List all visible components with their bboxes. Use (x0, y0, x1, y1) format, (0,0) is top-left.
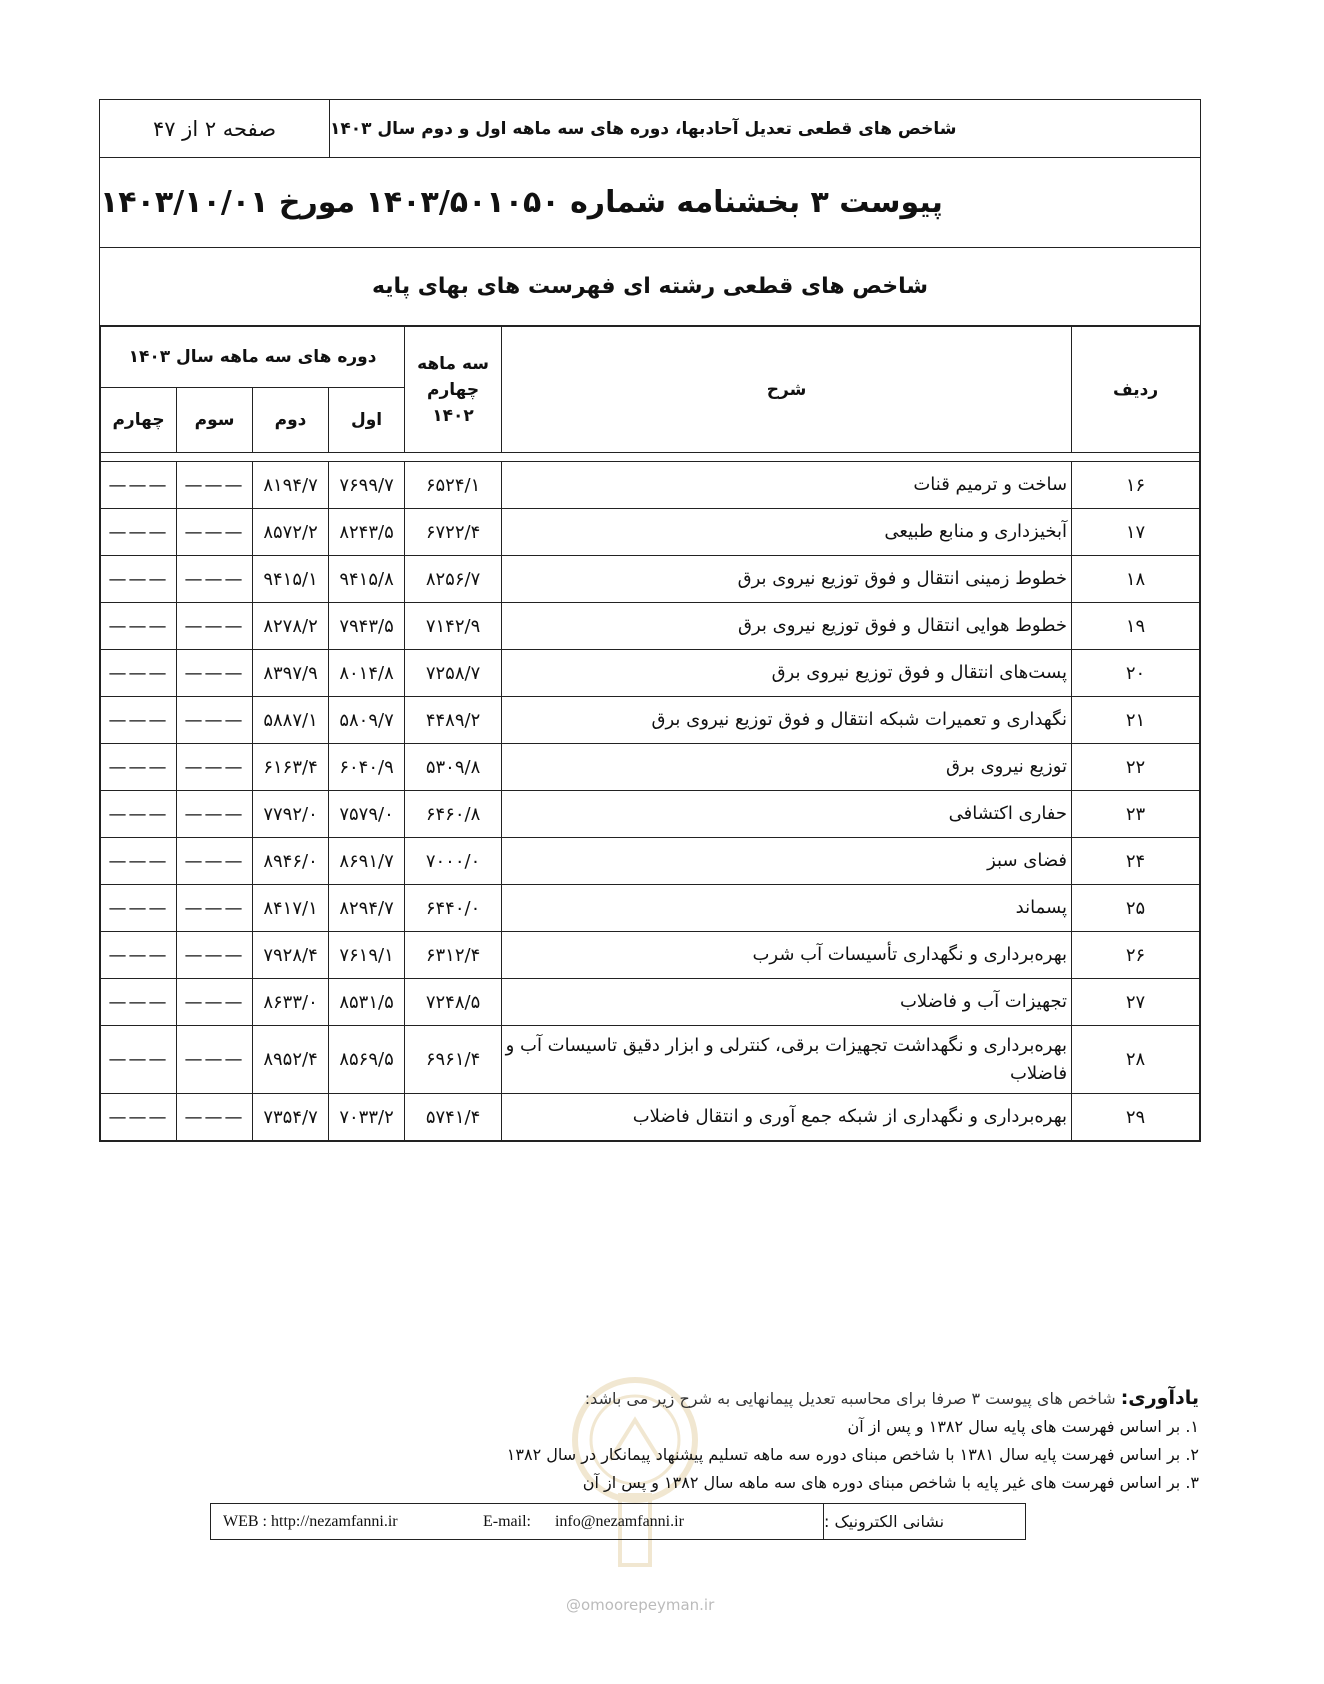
q4-cell: ——— (101, 885, 177, 932)
email-link[interactable]: info@nezamfanni.ir (554, 1512, 684, 1530)
q3-cell: ——— (177, 556, 253, 603)
q1-cell: ۷۶۹۹/۷ (329, 462, 405, 509)
q3-cell: ——— (177, 650, 253, 697)
prev-quarter-cell: ۷۲۵۸/۷ (405, 650, 502, 697)
q3-cell: ——— (177, 509, 253, 556)
table-row (101, 1026, 1200, 1094)
row-number-cell: ۱۷ (1072, 509, 1200, 556)
row-number-cell: ۲۳ (1072, 791, 1200, 838)
note-item: ۱. بر اساس فهرست های پایه سال ۱۳۸۲ و پس از آن (847, 1417, 1199, 1436)
header-prev-quarter: سه ماهه چهارم ۱۴۰۲ (405, 327, 502, 453)
contact-label: نشانی الکترونیک : (824, 1512, 945, 1531)
prev-quarter-cell: ۸۲۵۶/۷ (405, 556, 502, 603)
header-description: شرح (502, 327, 1072, 453)
notes-intro: شاخص های پیوست ۳ صرفا برای محاسبه تعدیل پیمانهایی به شرح زیر می باشد: (584, 1389, 1116, 1408)
q3-cell: ——— (177, 838, 253, 885)
q4-cell: ——— (101, 509, 177, 556)
row-number-cell: ۲۰ (1072, 650, 1200, 697)
header-quarter-group: دوره های سه ماهه سال ۱۴۰۳ (101, 327, 405, 388)
table-body (101, 453, 1200, 1141)
row-number-cell: ۲۹ (1072, 1094, 1200, 1141)
q2-cell: ۶۱۶۳/۴ (253, 744, 329, 791)
q1-cell: ۸۰۱۴/۸ (329, 650, 405, 697)
q1-cell: ۸۵۶۹/۵ (329, 1026, 405, 1094)
row-number-cell: ۱۹ (1072, 603, 1200, 650)
table-row (101, 1094, 1200, 1141)
description-cell: توزیع نیروی برق (502, 744, 1072, 791)
q3-cell: ——— (177, 885, 253, 932)
q2-cell: ۸۳۹۷/۹ (253, 650, 329, 697)
header-q2: دوم (253, 388, 329, 453)
note-item: ۲. بر اساس فهرست پایه سال ۱۳۸۱ با شاخص مبنای دوره سه ماهه تسلیم پیشنهاد پیمانکار در سال ۱۳۸۲ (506, 1445, 1199, 1464)
q3-cell: ——— (177, 1094, 253, 1141)
q2-cell: ۷۷۹۲/۰ (253, 791, 329, 838)
table-row (101, 603, 1200, 650)
description-cell: آبخیزداری و منابع طبیعی (502, 509, 1072, 556)
description-cell: حفاری اکتشافی (502, 791, 1072, 838)
prev-quarter-cell: ۶۷۲۲/۴ (405, 509, 502, 556)
description-cell: بهره‌برداری و نگهداشت تجهیزات برقی، کنترلی و ابزار دقیق تاسیسات آب و فاضلاب (502, 1026, 1072, 1094)
table-row (101, 697, 1200, 744)
q3-cell: ——— (177, 791, 253, 838)
table-row (101, 462, 1200, 509)
q2-cell: ۵۸۸۷/۱ (253, 697, 329, 744)
row-number-cell: ۲۷ (1072, 979, 1200, 1026)
prev-quarter-cell: ۶۴۴۰/۰ (405, 885, 502, 932)
q2-cell: ۷۳۵۴/۷ (253, 1094, 329, 1141)
notes-section (399, 1384, 1199, 1497)
table-row (101, 791, 1200, 838)
prev-quarter-cell: ۴۴۸۹/۲ (405, 697, 502, 744)
table-row (101, 979, 1200, 1026)
watermark-handle: @omoorepeyman.ir (566, 1596, 715, 1614)
q4-cell: ——— (101, 1094, 177, 1141)
row-number-cell: ۲۲ (1072, 744, 1200, 791)
q3-cell: ——— (177, 979, 253, 1026)
q2-cell: ۸۹۴۶/۰ (253, 838, 329, 885)
q3-cell: ——— (177, 462, 253, 509)
table-row (101, 838, 1200, 885)
q2-cell: ۷۹۲۸/۴ (253, 932, 329, 979)
prev-quarter-cell: ۶۳۱۲/۴ (405, 932, 502, 979)
row-number-cell: ۱۶ (1072, 462, 1200, 509)
q1-cell: ۷۰۳۳/۲ (329, 1094, 405, 1141)
table-row (101, 509, 1200, 556)
prev-quarter-cell: ۶۹۶۱/۴ (405, 1026, 502, 1094)
spacer-cell (101, 453, 1200, 462)
q1-cell: ۷۵۷۹/۰ (329, 791, 405, 838)
q4-cell: ——— (101, 1026, 177, 1094)
table-subtitle: شاخص های قطعی رشته ای فهرست های بهای پایه (100, 248, 1200, 326)
note-item: ۳. بر اساس فهرست های غیر پایه با شاخص مبنای دوره های سه ماهه سال ۱۳۸۲ و پس از آن (582, 1473, 1199, 1492)
q2-cell: ۸۴۱۷/۱ (253, 885, 329, 932)
prev-quarter-cell: ۷۲۴۸/۵ (405, 979, 502, 1026)
q4-cell: ——— (101, 650, 177, 697)
q4-cell: ——— (101, 744, 177, 791)
description-cell: پسماند (502, 885, 1072, 932)
notes-lead: یادآوری: (1120, 1387, 1199, 1409)
q4-cell: ——— (101, 932, 177, 979)
prev-quarter-cell: ۶۴۶۰/۸ (405, 791, 502, 838)
header-radif: ردیف (1072, 327, 1200, 453)
header-q4: چهارم (101, 388, 177, 453)
table-row (101, 556, 1200, 603)
q1-cell: ۸۶۹۱/۷ (329, 838, 405, 885)
annex-title: پیوست ۳ بخشنامه شماره ۱۴۰۳/۵۰۱۰۵۰ مورخ ۱۴۰۳/۱۰/۰۱ (100, 158, 1200, 248)
description-cell: خطوط هوایی انتقال و فوق توزیع نیروی برق (502, 603, 1072, 650)
email-cell (483, 1504, 824, 1539)
description-cell: تجهیزات آب و فاضلاب (502, 979, 1072, 1026)
description-cell: بهره‌برداری و نگهداری از شبکه جمع آوری و انتقال فاضلاب (502, 1094, 1072, 1141)
q1-cell: ۸۵۳۱/۵ (329, 979, 405, 1026)
q1-cell: ۹۴۱۵/۸ (329, 556, 405, 603)
q2-cell: ۸۹۵۲/۴ (253, 1026, 329, 1094)
q3-cell: ——— (177, 697, 253, 744)
description-cell: نگهداری و تعمیرات شبکه انتقال و فوق توزیع نیروی برق (502, 697, 1072, 744)
q4-cell: ——— (101, 791, 177, 838)
header-q1: اول (329, 388, 405, 453)
q1-cell: ۷۹۴۳/۵ (329, 603, 405, 650)
q4-cell: ——— (101, 979, 177, 1026)
q1-cell: ۸۲۴۳/۵ (329, 509, 405, 556)
q1-cell: ۶۰۴۰/۹ (329, 744, 405, 791)
prev-quarter-cell: ۵۳۰۹/۸ (405, 744, 502, 791)
notes-intro-line (399, 1384, 1199, 1413)
row-number-cell: ۲۶ (1072, 932, 1200, 979)
table-row (101, 744, 1200, 791)
q4-cell: ——— (101, 603, 177, 650)
prev-quarter-cell: ۷۰۰۰/۰ (405, 838, 502, 885)
header-row (100, 100, 1200, 158)
q4-cell: ——— (101, 838, 177, 885)
description-cell: فضای سبز (502, 838, 1072, 885)
row-number-cell: ۲۴ (1072, 838, 1200, 885)
description-cell: خطوط زمینی انتقال و فوق توزیع نیروی برق (502, 556, 1072, 603)
q3-cell: ——— (177, 1026, 253, 1094)
row-number-cell: ۲۱ (1072, 697, 1200, 744)
document-title: شاخص های قطعی تعدیل آحادبها، دوره های سه ماهه اول و دوم سال ۱۴۰۳ (330, 118, 957, 139)
description-cell: بهره‌برداری و نگهداری تأسیسات آب شرب (502, 932, 1072, 979)
q2-cell: ۹۴۱۵/۱ (253, 556, 329, 603)
q4-cell: ——— (101, 462, 177, 509)
description-cell: پست‌های انتقال و فوق توزیع نیروی برق (502, 650, 1072, 697)
row-number-cell: ۲۵ (1072, 885, 1200, 932)
q3-cell: ——— (177, 603, 253, 650)
table-row (101, 885, 1200, 932)
prev-quarter-cell: ۷۱۴۲/۹ (405, 603, 502, 650)
q2-cell: ۸۵۷۲/۲ (253, 509, 329, 556)
table-row (101, 932, 1200, 979)
q4-cell: ——— (101, 556, 177, 603)
email-label: E-mail: (483, 1512, 531, 1530)
website-link[interactable]: WEB : http://nezamfanni.ir (223, 1512, 398, 1530)
header-q3: سوم (177, 388, 253, 453)
row-number-cell: ۱۸ (1072, 556, 1200, 603)
contact-box (210, 1503, 1026, 1540)
table-spacer-row (101, 453, 1200, 462)
q4-cell: ——— (101, 697, 177, 744)
q1-cell: ۷۶۱۹/۱ (329, 932, 405, 979)
page-number: صفحه ۲ از ۴۷ (100, 100, 330, 157)
prev-quarter-cell: ۶۵۲۴/۱ (405, 462, 502, 509)
q2-cell: ۸۶۳۳/۰ (253, 979, 329, 1026)
document-frame (99, 99, 1201, 1142)
description-cell: ساخت و ترمیم قنات (502, 462, 1072, 509)
q2-cell: ۸۲۷۸/۲ (253, 603, 329, 650)
row-number-cell: ۲۸ (1072, 1026, 1200, 1094)
q3-cell: ——— (177, 744, 253, 791)
q1-cell: ۸۲۹۴/۷ (329, 885, 405, 932)
q1-cell: ۵۸۰۹/۷ (329, 697, 405, 744)
table-row (101, 650, 1200, 697)
prev-quarter-cell: ۵۷۴۱/۴ (405, 1094, 502, 1141)
index-table (100, 326, 1200, 1141)
q3-cell: ——— (177, 932, 253, 979)
q2-cell: ۸۱۹۴/۷ (253, 462, 329, 509)
